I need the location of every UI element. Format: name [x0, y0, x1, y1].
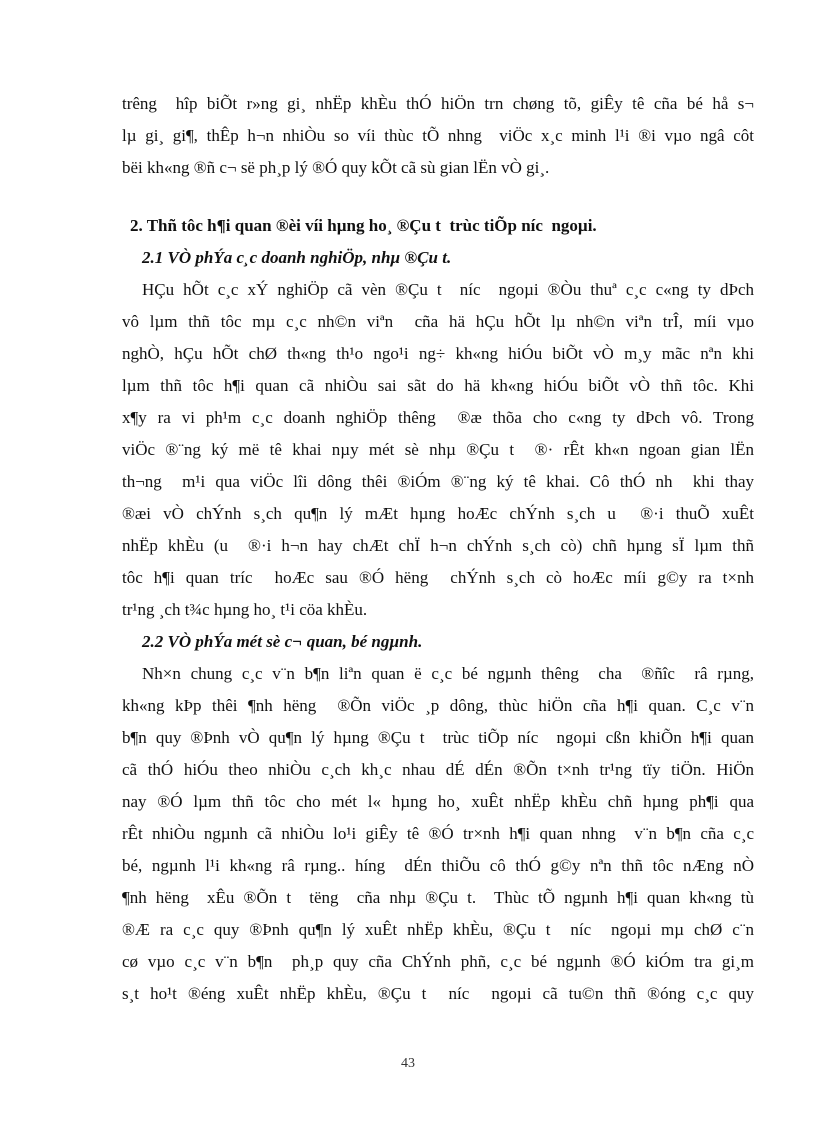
subsection-heading-2-2: 2.2 VÒ phÝa mét sè c¬ quan, bé ngµnh. [142, 632, 423, 651]
body-line: bëi kh«ng ®ñ c¬ së ph¸p lý ®Ó quy kÕt cã sù gian lËn vÒ gi¸. [122, 158, 550, 177]
page-number: 43 [401, 1056, 415, 1071]
body-line: kh«ng kÞp thêi ¶nh hëng ®Õn viÖc ¸p dông, thùc hiÖn cña h¶i quan. C¸c v¨n [122, 696, 754, 715]
body-line: b¶n quy ®Þnh vÒ qu¶n lý hµng ®Çu t trùc tiÕp níc ngoµi cßn khiÕn h¶i quan [122, 728, 754, 747]
body-line: viÖc ®¨ng ký më tê khai nµy mét sè nhµ ®Çu t ®· rÊt kh«n ngoan gian lËn [122, 440, 754, 459]
body-line: ¶nh hëng xÊu ®Õn t tëng cña nhµ ®Çu t. Thùc tÕ ngµnh h¶i quan kh«ng tù [122, 888, 754, 907]
page-content [122, 88, 754, 1010]
body-line: trêng hîp biÕt r»ng gi¸ nhËp khÈu thÓ hiÖn trn chøng tõ, giÊy tê cña bé hå s¬ [122, 94, 754, 113]
body-line: bé, ngµnh l¹i kh«ng râ rµng.. híng dÉn thiÕu cô thÓ g©y nªn thñ tôc nÆng nÒ [122, 856, 754, 875]
body-line: th¬ng m¹i qua viÖc lîi dông thêi ®iÓm ®¨ng ký tê khai. Cô thÓ nh khi thay [122, 472, 754, 491]
body-line: lµ gi¸ gi¶, thÊp h¬n nhiÒu so víi thùc tÕ nhng viÖc x¸c minh l¹i ®i vµo ngâ côt [122, 126, 754, 145]
body-line: vô lµm thñ tôc mµ c¸c nh©n viªn cña hä hÇu hÕt lµ nh©n viªn trÎ, míi vµo [122, 312, 754, 331]
body-line: nay ®Ó lµm thñ tôc cho mét l« hµng ho¸ xuÊt nhËp khÈu chñ hµng ph¶i qua [122, 792, 754, 811]
body-line: cã thÓ hiÓu theo nhiÒu c¸ch kh¸c nhau dÉ dÉn ®Õn t×nh tr¹ng tïy tiÖn. HiÖn [122, 760, 754, 779]
subsection-heading-2-1: 2.1 VÒ phÝa c¸c doanh nghiÖp, nhµ ®Çu t. [142, 248, 452, 267]
body-line: cø vµo c¸c v¨n b¶n ph¸p quy cña ChÝnh phñ, c¸c bé ngµnh ®Ó kiÓm tra gi¸m [122, 952, 754, 971]
body-line: Nh×n chung c¸c v¨n b¶n liªn quan ë c¸c bé ngµnh thêng cha ®ñîc râ rµng, [142, 664, 754, 683]
body-line: x¶y ra vi ph¹m c¸c doanh nghiÖp thêng ®æ thõa cho c«ng ty dÞch vô. Trong [122, 408, 754, 427]
body-line: tôc h¶i quan tríc hoÆc sau ®Ó hëng chÝnh s¸ch cò hoÆc míi g©y ra t×nh [122, 568, 754, 587]
body-line: rÊt nhiÒu ngµnh cã nhiÒu lo¹i giÊy tê ®Ó tr×nh h¶i quan nhng v¨n b¶n cña c¸c [122, 824, 754, 843]
body-line: HÇu hÕt c¸c xÝ nghiÖp cã vèn ®Çu t níc ngoµi ®Òu thuª c¸c c«ng ty dÞch [142, 280, 754, 299]
body-line: ®æi vÒ chÝnh s¸ch qu¶n lý mÆt hµng hoÆc chÝnh s¸ch u ®·i thuÕ xuÊt [122, 504, 754, 523]
body-line: lµm thñ tôc h¶i quan cã nhiÒu sai sãt do hä kh«ng hiÓu biÕt vÒ thñ tôc. Khi [122, 376, 754, 395]
body-line: nghÒ, hÇu hÕt chØ th«ng th¹o ngo¹i ng÷ kh«ng hiÓu biÕt vÒ m¸y mãc nªn khi [122, 344, 754, 363]
section-heading-2: 2. Thñ tôc h¶i quan ®èi víi hµng ho¸ ®Çu t trùc tiÕp níc ngoµi. [130, 216, 597, 235]
body-line: s¸t ho¹t ®éng xuÊt nhËp khÈu, ®Çu t níc ngoµi cã tu©n thñ ®óng c¸c quy [122, 984, 754, 1003]
body-line: tr¹ng ¸ch t¾c hµng ho¸ t¹i cöa khÈu. [122, 600, 368, 619]
body-line: ®Æ ra c¸c quy ®Þnh qu¶n lý xuÊt nhËp khÈu, ®Çu t níc ngoµi mµ chØ c¨n [122, 920, 754, 939]
body-line: nhËp khÈu (u ®·i h¬n hay chÆt chÏ h¬n chÝnh s¸ch cò) chñ hµng sÏ lµm thñ [122, 536, 754, 555]
section-gap [122, 184, 754, 210]
